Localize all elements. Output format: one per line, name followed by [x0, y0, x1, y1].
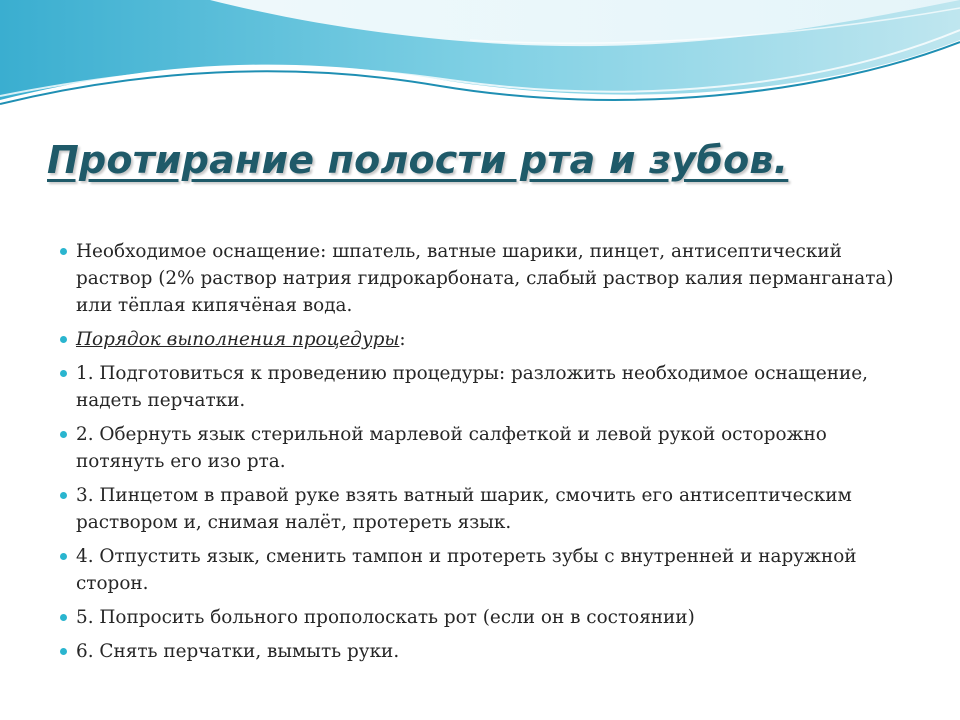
- bullet-icon: [60, 248, 67, 255]
- procedure-heading: Порядок выполнения процедуры: [76, 329, 400, 350]
- item-text: 2. Обернуть язык стерильной марлевой салфеткой и левой рукой осторожно потянуть его изо рта.: [76, 424, 827, 472]
- list-item: [60, 604, 920, 631]
- list-item: [60, 326, 920, 353]
- item-text: 5. Попросить больного прополоскать рот (если он в состоянии): [76, 607, 695, 628]
- list-item: [60, 421, 920, 475]
- list-item: [60, 238, 920, 319]
- bullet-icon: [60, 431, 67, 438]
- bullet-icon: [60, 614, 67, 621]
- bullet-icon: [60, 370, 67, 377]
- slide-title: Протирание полости рта и зубов.: [47, 138, 789, 182]
- item-text: 4. Отпустить язык, сменить тампон и протереть зубы с внутренней и наружной сторон.: [76, 546, 857, 594]
- bullet-icon: [60, 648, 67, 655]
- item-text: Необходимое оснащение: шпатель, ватные шарики, пинцет, антисептический раствор (2% раствор натрия гидрокарбоната, слабый раствор калия перманганата) или тёплая кипячёная вода.: [76, 241, 894, 316]
- item-text: 1. Подготовиться к проведению процедуры: разложить необходимое оснащение, надеть перчатки.: [76, 363, 868, 411]
- list-item: [60, 543, 920, 597]
- bullet-icon: [60, 492, 67, 499]
- procedure-heading-colon: :: [399, 329, 406, 350]
- list-item: [60, 482, 920, 536]
- decorative-wave-header: [0, 0, 960, 120]
- procedure-list: [60, 238, 920, 672]
- bullet-icon: [60, 336, 67, 343]
- list-item: [60, 638, 920, 665]
- item-text: 6. Снять перчатки, вымыть руки.: [76, 641, 400, 662]
- bullet-icon: [60, 553, 67, 560]
- list-item: [60, 360, 920, 414]
- item-text: 3. Пинцетом в правой руке взять ватный шарик, смочить его антисептическим раствором и, снимая налёт, протереть язык.: [76, 485, 852, 533]
